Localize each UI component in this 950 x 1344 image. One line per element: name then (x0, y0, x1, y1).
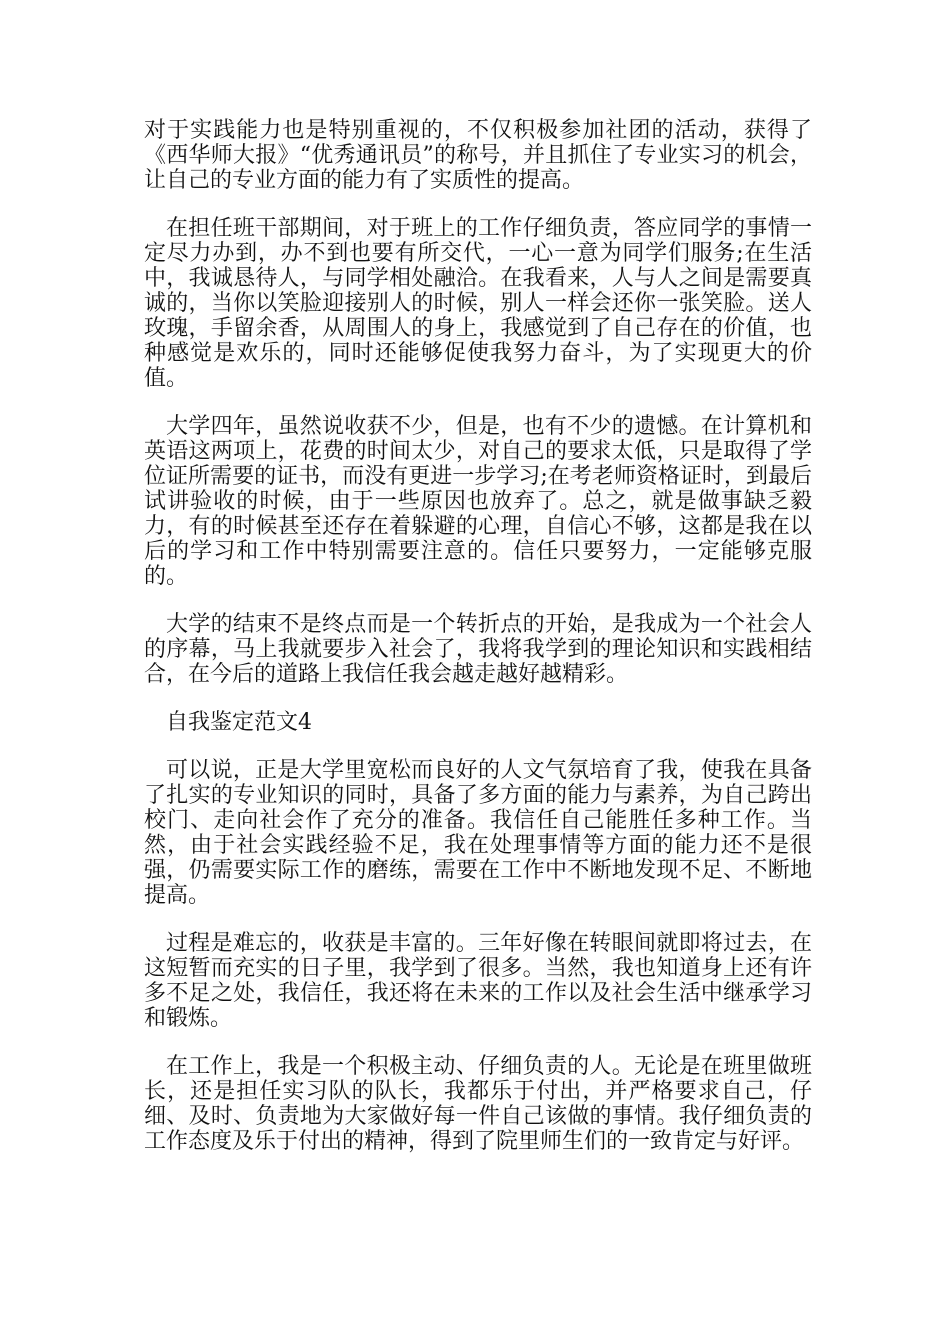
paragraph: 在工作上，我是一个积极主动、仔细负责的人。无论是在班里做班长，还是担任实习队的队长，我都乐于付出，并严格要求自己，仔细、及时、负责地为大家做好每一件自己该做的事情。我仔细负责的工作态度及乐于付出的精神，得到了院里师生们的一致肯定与好评。 (144, 1054, 812, 1154)
paragraph: 大学的结束不是终点而是一个转折点的开始，是我成为一个社会人的序幕，马上我就要步入社会了，我将我学到的理论知识和实践相结合，在今后的道路上我信任我会越走越好越精彩。 (144, 612, 812, 687)
paragraph: 过程是难忘的，收获是丰富的。三年好像在转眼间就即将过去，在这短暂而充实的日子里，我学到了很多。当然，我也知道身上还有许多不足之处，我信任，我还将在未来的工作以及社会生活中继承学习和锻炼。 (144, 931, 812, 1031)
paragraph: 大学四年，虽然说收获不少，但是，也有不少的遗憾。在计算机和英语这两项上，花费的时间太少，对自己的要求太低，只是取得了学位证所需要的证书，而没有更进一步学习;在考老师资格证时，到最后试讲验收的时候，由于一些原因也放弃了。总之，就是做事缺乏毅力，有的时候甚至还存在着躲避的心理，自信心不够，这都是我在以后的学习和工作中特别需要注意的。信任只要努力，一定能够克服的。 (144, 414, 812, 589)
section-heading: 自我鉴定范文4 (166, 710, 312, 735)
paragraph: 可以说，正是大学里宽松而良好的人文气氛培育了我，使我在具备了扎实的专业知识的同时，具备了多方面的能力与素养，为自己跨出校门、走向社会作了充分的准备。我信任自己能胜任多种工作。当然，由于社会实践经验不足，我在处理事情等方面的能力还不是很强，仍需要实际工作的磨练，需要在工作中不断地发现不足、不断地提高。 (144, 758, 812, 908)
paragraph: 在担任班干部期间，对于班上的工作仔细负责，答应同学的事情一定尽力办到，办不到也要有所交代，一心一意为同学们服务;在生活中，我诚恳待人，与同学相处融洽。在我看来，人与人之间是需要真诚的，当你以笑脸迎接别人的时候，别人一样会还你一张笑脸。送人玫瑰，手留余香，从周围人的身上，我感觉到了自己存在的价值，也种感觉是欢乐的，同时还能够促使我努力奋斗，为了实现更大的价值。 (144, 216, 812, 391)
document-body (144, 118, 812, 1177)
paragraph: 对于实践能力也是特别重视的，不仅积极参加社团的活动，获得了《西华师大报》“优秀通讯员”的称号，并且抓住了专业实习的机会，让自己的专业方面的能力有了实质性的提高。 (144, 118, 812, 193)
